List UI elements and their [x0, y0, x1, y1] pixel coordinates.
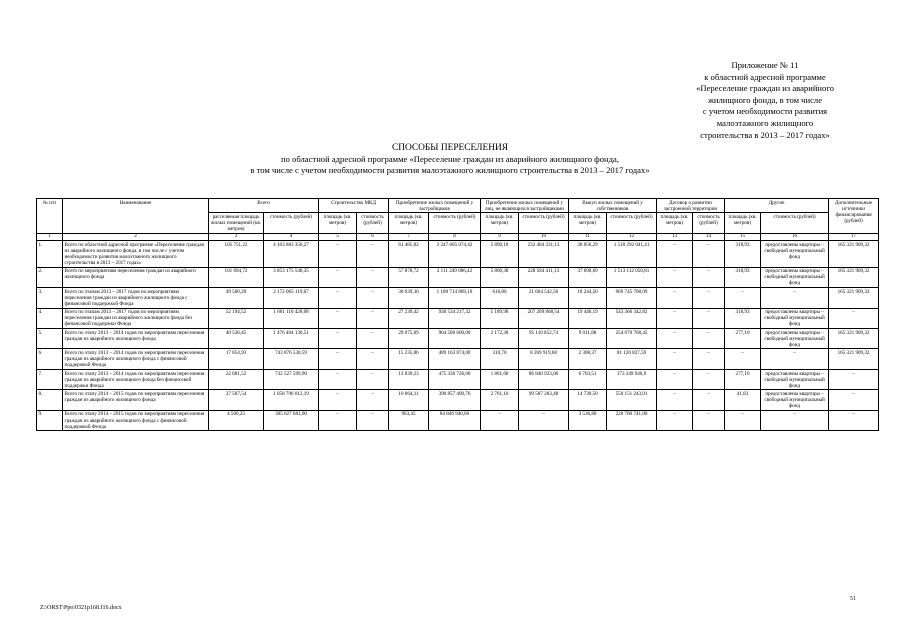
cell-c17: 165 321 909,32 — [829, 329, 879, 349]
cell-n: 4. — [37, 308, 63, 328]
cell-n: 8. — [37, 390, 63, 410]
cell-c13: – — [657, 329, 693, 349]
cell-c12: 254 070 768,45 — [607, 329, 657, 349]
table-row — [37, 308, 879, 328]
col-acq-dev: Приобретение жилых помещений у застройщиков — [389, 199, 481, 213]
cell-c3: 17 854,93 — [209, 349, 264, 369]
cell-c4: 1 681 110 428,68 — [264, 308, 319, 328]
cell-c14: – — [693, 390, 725, 410]
cell-c9: 2 172,38 — [481, 329, 519, 349]
cell-c16: – — [761, 410, 829, 430]
table-row — [37, 288, 879, 308]
cell-c8: 489 163 874,00 — [429, 349, 481, 369]
cell-c13: – — [657, 369, 693, 389]
cell-c13: – — [657, 267, 693, 287]
cell-c6: – — [357, 267, 389, 287]
cell-c3: 40 536,45 — [209, 329, 264, 349]
cell-name: Всего по этапу 2014 – 2015 годов по мероприятиям переселения граждан из аварийного жилищного фонда с финансовой поддержкой Фонда — [63, 410, 209, 430]
cell-c16: предоставлены квартиры – свободный муниципальный фонд — [761, 369, 829, 389]
cell-c12: 550 151 243,01 — [607, 390, 657, 410]
resettlement-table — [36, 198, 879, 431]
cell-c5: – — [319, 241, 357, 268]
cell-c14: – — [693, 349, 725, 369]
cell-c16: – — [761, 349, 829, 369]
cell-n: 1. — [37, 241, 63, 268]
column-number-row — [37, 233, 879, 240]
cell-c5: – — [319, 369, 357, 389]
cell-name: Всего по мероприятиям переселения граждан из аварийного жилищного фонда — [63, 267, 209, 287]
cell-c13: – — [657, 308, 693, 328]
cell-c15: 318,93 — [725, 267, 761, 287]
appendix-block — [670, 60, 860, 141]
column-number: 9 — [481, 233, 519, 240]
table-row — [37, 369, 879, 389]
sub-cost: стоимость (рублей) — [519, 213, 569, 233]
col-other: Другие — [725, 199, 829, 213]
cell-c3: 22 681,52 — [209, 369, 264, 389]
sub-area: площадь (кв. метров) — [569, 213, 607, 233]
cell-c17: – — [829, 308, 879, 328]
cell-name: Всего по этапу 2014 – 2015 годов по мероприятиям переселения граждан из аварийного жилищного фонда — [63, 390, 209, 410]
appendix-line: «Переселение граждан из аварийного — [696, 83, 834, 94]
cell-n: 6. — [37, 349, 63, 369]
cell-c10: 86 840 933,06 — [519, 369, 569, 389]
cell-c4: 4 163 683 356,27 — [264, 241, 319, 268]
cell-c13: – — [657, 241, 693, 268]
cell-c11: 2 308,37 — [569, 349, 607, 369]
cell-c8: 930 534 217,32 — [429, 308, 481, 328]
title-line-3: в том числе с учетом необходимости развития малоэтажного жилищного строительства в 2013 – 2017 годах» — [250, 165, 650, 175]
cell-name: Всего по областной адресной программе «Переселение граждан из аварийного жилищного фонда, в том числе с учетом необходимости развития малоэтажного жилищного строительства в 2013 – 2017 годах» — [63, 241, 209, 268]
sub-area: площадь (кв. метров) — [725, 213, 761, 233]
table-row — [37, 241, 879, 268]
cell-c15: – — [725, 410, 761, 430]
cell-c14: – — [693, 267, 725, 287]
cell-c15: 41,83 — [725, 390, 761, 410]
cell-c14: – — [693, 308, 725, 328]
cell-c12: 220 780 741,00 — [607, 410, 657, 430]
cell-c10: 8 269 919,68 — [519, 349, 569, 369]
cell-c6: – — [357, 349, 389, 369]
cell-c4: 3 853 175 548,35 — [264, 267, 319, 287]
cell-c7: 29 075,09 — [389, 329, 429, 349]
cell-n: 7. — [37, 369, 63, 389]
column-number: 10 — [519, 233, 569, 240]
appendix-line: жилищного фонда, в том числе — [707, 94, 823, 105]
cell-c15: 318,93 — [725, 308, 761, 328]
header-row-1 — [37, 199, 879, 213]
sub-cost: стоимость (рублей) — [693, 213, 725, 233]
sub-cost: стоимость (рублей) — [429, 213, 481, 233]
sub-cost: стоимость (рублей) — [607, 213, 657, 233]
cell-c4: 2 172 065 119,67 — [264, 288, 319, 308]
table-body — [37, 241, 879, 431]
cell-c3: 105 751,22 — [209, 241, 264, 268]
cell-n: 2. — [37, 267, 63, 287]
cell-c12: 543 366 342,82 — [607, 308, 657, 328]
table-row — [37, 410, 879, 430]
col-name: Наименование — [63, 199, 209, 234]
column-number: 7 — [389, 233, 429, 240]
cell-c14: – — [693, 410, 725, 430]
sub-area: площадь (кв. метров) — [389, 213, 429, 233]
cell-c17: – — [829, 410, 879, 430]
cell-c15: – — [725, 288, 761, 308]
cell-c3: 52 194,52 — [209, 308, 264, 328]
cell-c10: 21 604 542,50 — [519, 288, 569, 308]
cell-c7: 10 064,11 — [389, 390, 429, 410]
cell-c10: 99 587 283,48 — [519, 390, 569, 410]
cell-c7: 15 235,86 — [389, 349, 429, 369]
column-number: 4 — [264, 233, 319, 240]
cell-c9: 5 189,98 — [481, 308, 519, 328]
cell-c3: 101 694,72 — [209, 267, 264, 287]
cell-c12: 969 745 708,09 — [607, 288, 657, 308]
cell-c9: 5 806,38 — [481, 267, 519, 287]
cell-c9: 310,70 — [481, 349, 519, 369]
table-row — [37, 349, 879, 369]
cell-c16: – — [761, 288, 829, 308]
col-num: № п/п — [37, 199, 63, 234]
cell-c5: – — [319, 308, 357, 328]
col-buyout: Выкуп жилых помещений у собственников — [569, 199, 657, 213]
cell-c9: 616,80 — [481, 288, 519, 308]
appendix-line: Приложение № 11 — [731, 60, 799, 70]
table-row — [37, 390, 879, 410]
cell-c3: 49 500,20 — [209, 288, 264, 308]
cell-c13: – — [657, 349, 693, 369]
cell-c4: 743 876 530,59 — [264, 349, 319, 369]
title-line-1: СПОСОБЫ ПЕРЕСЕЛЕНИЯ — [391, 143, 508, 153]
cell-c9: 1 861,68 — [481, 369, 519, 389]
cell-c8: 2 247 665 074,42 — [429, 241, 481, 268]
sub-cost-mkd: стоимость (рублей) — [357, 213, 389, 233]
cell-c6: – — [357, 329, 389, 349]
cell-c7: 27 239,42 — [389, 308, 429, 328]
sub-area-total: расселяемая площадь жилых помещений (кв. метров) — [209, 213, 264, 233]
cell-c12: 1 513 112 050,81 — [607, 267, 657, 287]
cell-c6: – — [357, 369, 389, 389]
cell-c7: 57 878,72 — [389, 267, 429, 287]
cell-c8: 84 846 940,00 — [429, 410, 481, 430]
cell-name: Всего по этапу 2013 – 2014 годов по мероприятиям переселения граждан из аварийного жилищного фонда — [63, 329, 209, 349]
cell-c10: 207 209 868,54 — [519, 308, 569, 328]
table-row — [37, 267, 879, 287]
cell-c17: 165 321 909,32 — [829, 267, 879, 287]
cell-c8: 2 111 249 086,42 — [429, 267, 481, 287]
column-number: 1 — [37, 233, 63, 240]
cell-c17: – — [829, 369, 879, 389]
column-number: 16 — [761, 233, 829, 240]
cell-c5: – — [319, 349, 357, 369]
cell-c12: 1 518 292 041,41 — [607, 241, 657, 268]
cell-c7: 61 485,82 — [389, 241, 429, 268]
cell-c11: 37 690,69 — [569, 267, 607, 287]
cell-c11: 14 730,50 — [569, 390, 607, 410]
cell-c16: предоставлены квартиры – свободный муниципальный фонд — [761, 267, 829, 287]
cell-c16: предоставлены квартиры – свободный муниципальный фонд — [761, 308, 829, 328]
cell-c13: – — [657, 288, 693, 308]
page-number: 51 — [850, 596, 856, 602]
cell-c16: предоставлены квартиры – свободный муниципальный фонд — [761, 390, 829, 410]
column-number: 11 — [569, 233, 607, 240]
cell-c16: предоставлены квартиры – свободный муниципальный фонд — [761, 329, 829, 349]
cell-c7: 13 839,23 — [389, 369, 429, 389]
cell-c15: 318,93 — [725, 241, 761, 268]
file-path: Z:\ORST\Ppo\0321p168.f16.docx — [40, 605, 122, 611]
cell-name: Всего по этапу 2013 – 2014 годов по мероприятиям переселения граждан из аварийного жилищного фонда с финансовой поддержкой Фонда — [63, 349, 209, 369]
cell-c14: – — [693, 369, 725, 389]
cell-c6: – — [357, 288, 389, 308]
cell-c11: 6 703,51 — [569, 369, 607, 389]
cell-c5: – — [319, 329, 357, 349]
sub-area-mkd: площадь (кв. метров) — [319, 213, 357, 233]
cell-c7: 30 639,30 — [389, 288, 429, 308]
title-line-2: по областной адресной программе «Переселение граждан из аварийного жилищного фонда, — [281, 154, 619, 164]
cell-c12: 173 349 940,9 — [607, 369, 657, 389]
cell-name: Всего по этапам 2013 – 2017 годов по мероприятиям переселения граждан из аварийного жилищного фонда без финансовой поддержки Фонда — [63, 308, 209, 328]
cell-c12: 81 120 827,59 — [607, 349, 657, 369]
cell-c4: 1 476 404 130,51 — [264, 329, 319, 349]
cell-c15: 277,10 — [725, 369, 761, 389]
cell-c11: 3 536,80 — [569, 410, 607, 430]
cell-c4: 1 058 796 012,19 — [264, 390, 319, 410]
column-number: 8 — [429, 233, 481, 240]
cell-c9: 2 761,10 — [481, 390, 519, 410]
cell-n: 5. — [37, 329, 63, 349]
sub-cost-total: стоимость (рублей) — [264, 213, 319, 233]
cell-c14: – — [693, 241, 725, 268]
cell-c11: 19 446,19 — [569, 308, 607, 328]
column-number: 14 — [693, 233, 725, 240]
cell-c17: 165 321 909,32 — [829, 241, 879, 268]
column-number: 17 — [829, 233, 879, 240]
col-extra: Дополнительные источники финансирования (рублей) — [829, 199, 879, 234]
column-number: 2 — [63, 233, 209, 240]
cell-c4: 732 527 599,90 — [264, 369, 319, 389]
cell-c11: 38 056,29 — [569, 241, 607, 268]
col-mkd: Строительство МКД — [319, 199, 389, 213]
cell-c13: – — [657, 410, 693, 430]
col-total: Всего — [209, 199, 319, 213]
column-number: 13 — [657, 233, 693, 240]
cell-c6: – — [357, 308, 389, 328]
appendix-line: с учетом необходимости развития — [702, 106, 828, 117]
cell-c17: 165 321 909,32 — [829, 349, 879, 369]
appendix-line: строительства в 2013 – 2017 годах» — [700, 129, 830, 140]
column-number: 12 — [607, 233, 657, 240]
cell-n: 3. — [37, 288, 63, 308]
cell-c8: 1 180 714 869,10 — [429, 288, 481, 308]
cell-c10: 228 584 411,13 — [519, 267, 569, 287]
cell-c5: – — [319, 288, 357, 308]
cell-c16: предоставлены квартиры – свободный муниципальный фонд — [761, 241, 829, 268]
sub-area: площадь (кв. метров) — [481, 213, 519, 233]
cell-c14: – — [693, 329, 725, 349]
cell-c9: 5 890,18 — [481, 241, 519, 268]
cell-c11: 9 011,88 — [569, 329, 607, 349]
column-number: 5 — [319, 233, 357, 240]
cell-c13: – — [657, 390, 693, 410]
cell-c5: – — [319, 410, 357, 430]
col-dev-contract: Договор о развитии застроенной территории — [657, 199, 725, 213]
cell-c8: 390 857 490,76 — [429, 390, 481, 410]
document-title — [120, 143, 780, 176]
sub-cost: стоимость (рублей) — [761, 213, 829, 233]
cell-c6: – — [357, 241, 389, 268]
cell-c15: – — [725, 349, 761, 369]
table-row — [37, 329, 879, 349]
cell-c4: 305 627 681,00 — [264, 410, 319, 430]
cell-n: 9. — [37, 410, 63, 430]
column-number: 6 — [357, 233, 389, 240]
cell-c7: 963,45 — [389, 410, 429, 430]
cell-c5: – — [319, 390, 357, 410]
cell-c3: 4 500,25 — [209, 410, 264, 430]
cell-c5: – — [319, 267, 357, 287]
cell-c9: – — [481, 410, 519, 430]
cell-c6: – — [357, 390, 389, 410]
cell-c10: – — [519, 410, 569, 430]
cell-c10: 232 404 331,13 — [519, 241, 569, 268]
sub-area: площадь (кв. метров) — [657, 213, 693, 233]
cell-c10: 95 110 852,74 — [519, 329, 569, 349]
cell-c14: – — [693, 288, 725, 308]
cell-c17: – — [829, 390, 879, 410]
cell-c15: 277,10 — [725, 329, 761, 349]
cell-c17: 165 321 909,32 — [829, 288, 879, 308]
cell-c8: 964 500 600,00 — [429, 329, 481, 349]
cell-c8: 475 336 726,00 — [429, 369, 481, 389]
cell-name: Всего по этапам 2013 – 2017 годов по мероприятиям переселения граждан из аварийного жилищного фонда с финансовой поддержкой Фонда — [63, 288, 209, 308]
cell-c6: – — [357, 410, 389, 430]
column-number: 3 — [209, 233, 264, 240]
column-number: 15 — [725, 233, 761, 240]
appendix-line: к областной адресной программе — [704, 71, 826, 82]
appendix-line: малоэтажного жилищного — [716, 117, 814, 128]
cell-name: Всего по этапу 2013 – 2014 годов по мероприятиям переселения граждан из аварийного жилищного фонда без финансовой поддержки Фонда — [63, 369, 209, 389]
cell-c11: 18 244,50 — [569, 288, 607, 308]
cell-c3: 27 507,54 — [209, 390, 264, 410]
col-acq-other: Приобретение жилых помещений у лиц, не являющихся застройщиками — [481, 199, 569, 213]
